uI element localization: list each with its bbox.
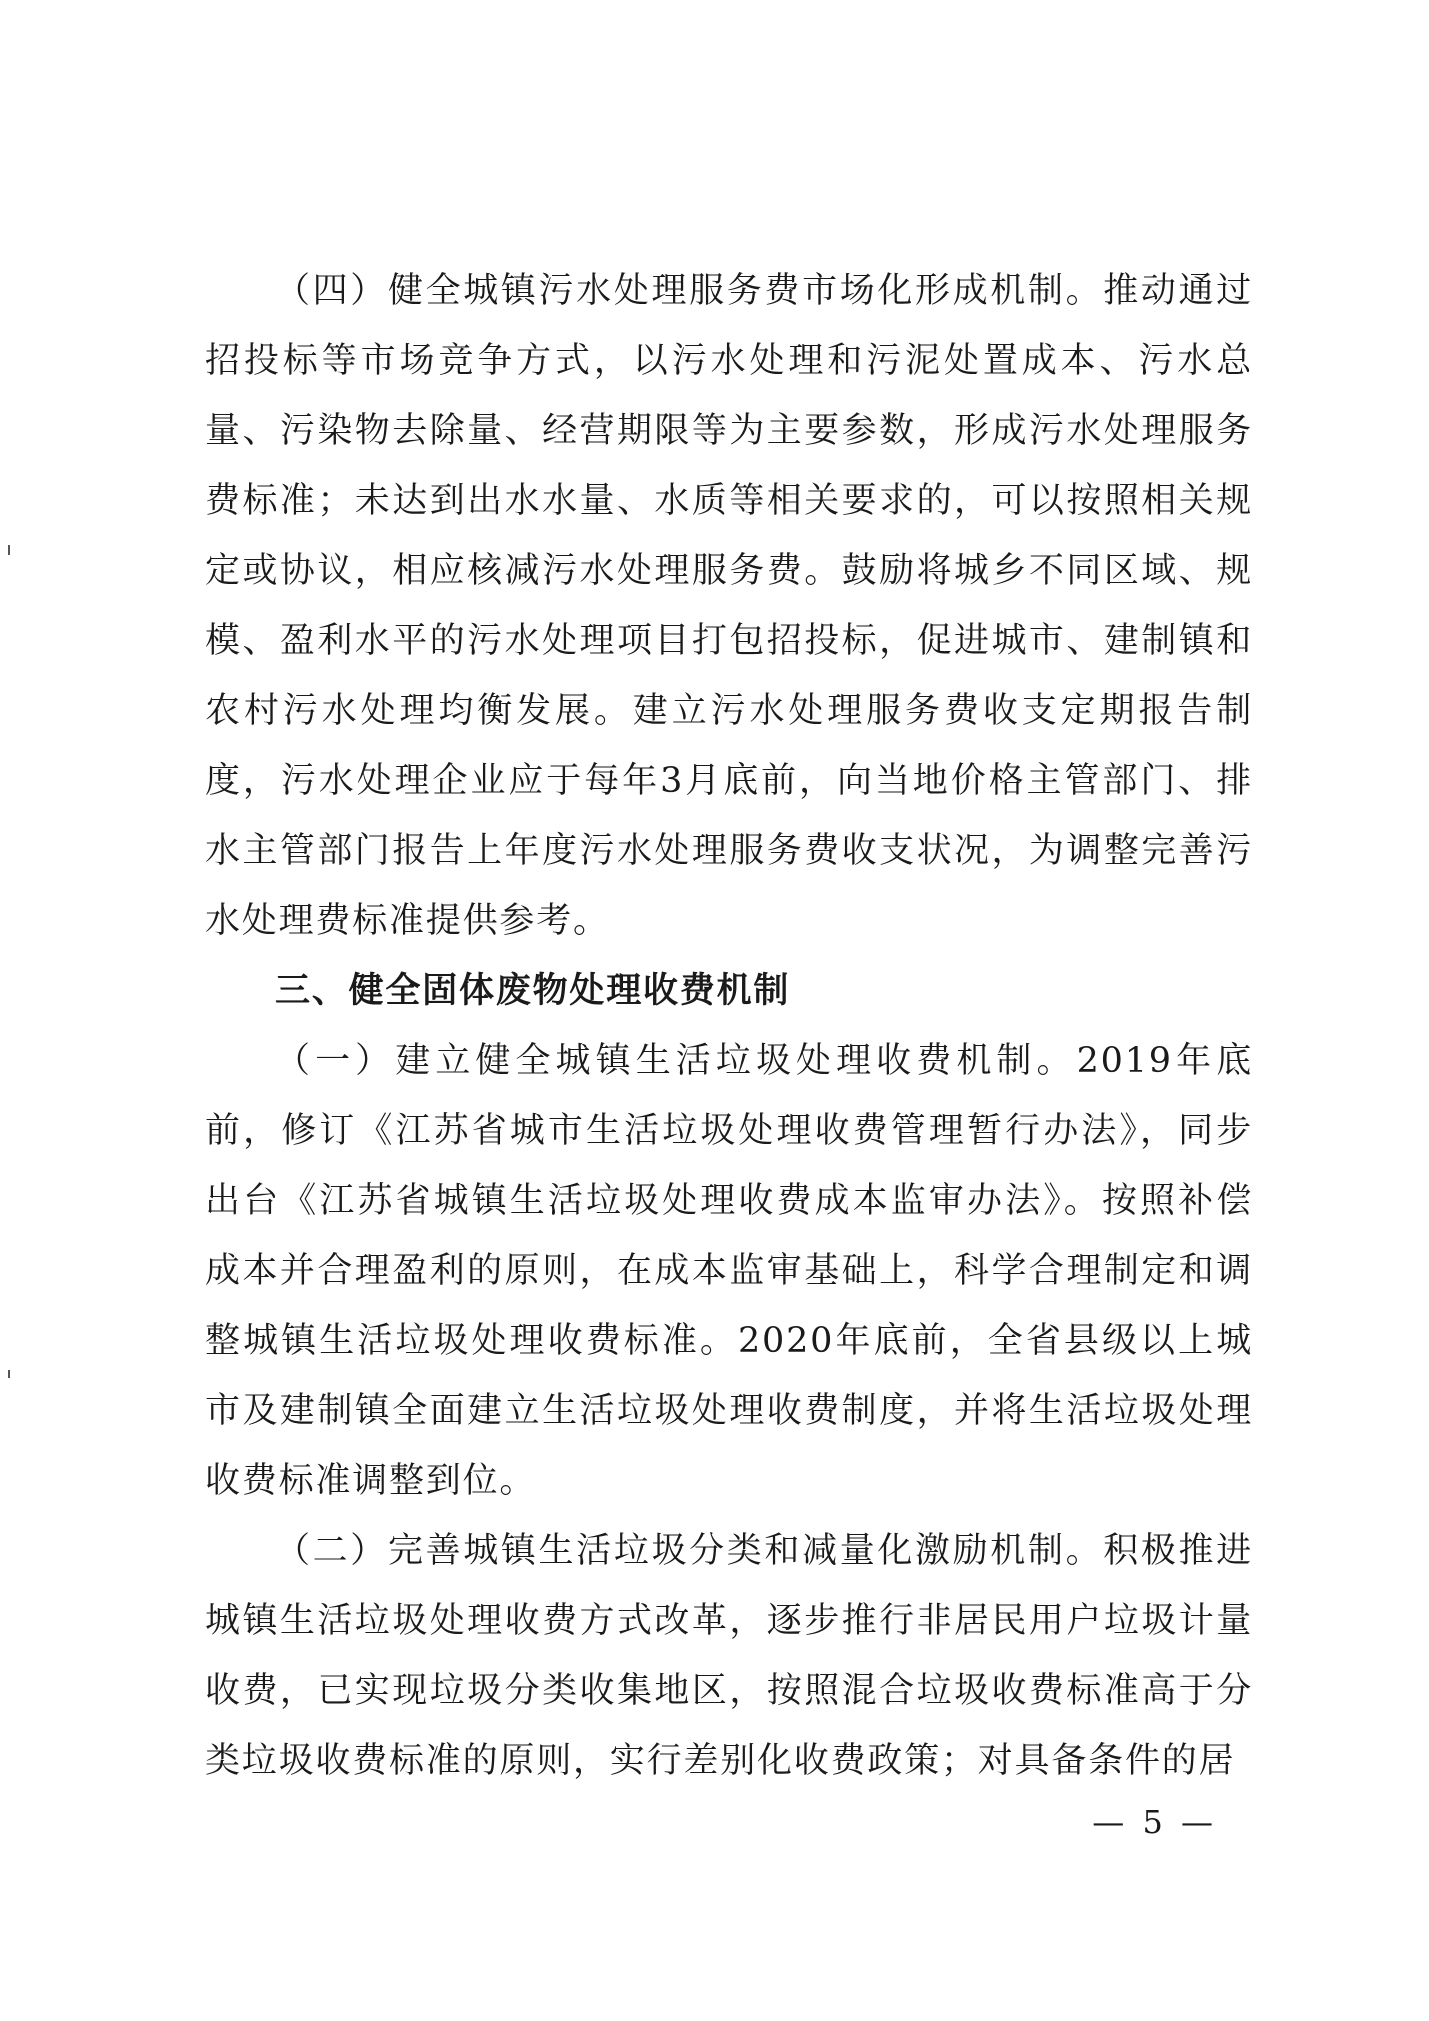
paragraph-sewage-fee-mechanism: （四）健全城镇污水处理服务费市场化形成机制。推动通过招投标等市场竞争方式，以污水处理和污泥处置成本、污水总量、污染物去除量、经营期限等为主要参数，形成污水处理服务费标准；未达到出水水量、水质等相关要求的，可以按照相关规定或协议，相应核减污水处理服务费。鼓励将城乡不同区域、规模、盈利水平的污水处理项目打包招投标，促进城市、建制镇和农村污水处理均衡发展。建立污水处理服务费收支定期报告制度，污水处理企业应于每年3月底前，向当地价格主管部门、排水主管部门报告上年度污水处理服务费收支状况，为调整完善污水处理费标准提供参考。 <box>205 271 1253 941</box>
page-number: — 5 — <box>1092 1803 1217 1841</box>
paragraph-garbage-fee-mechanism: （一）建立健全城镇生活垃圾处理收费机制。2019年底前，修订《江苏省城市生活垃圾处理收费管理暂行办法》，同步出台《江苏省城镇生活垃圾处理收费成本监审办法》。按照补偿成本并合理盈利的原则，在成本监审基础上，科学合理制定和调整城镇生活垃圾处理收费标准。2020年底前，全省县级以上城市及建制镇全面建立生活垃圾处理收费制度，并将生活垃圾处理收费标准调整到位。 <box>205 1041 1253 1501</box>
scan-mark-upper <box>8 545 10 555</box>
scan-mark-lower <box>8 1370 10 1378</box>
paragraph-garbage-classification: （二）完善城镇生活垃圾分类和减量化激励机制。积极推进城镇生活垃圾处理收费方式改革，逐步推行非居民用户垃圾计量收费，已实现垃圾分类收集地区，按照混合垃圾收费标准高于分类垃圾收费标准的原则，实行差别化收费政策；对具备条件的居 <box>205 1531 1253 1781</box>
document-body <box>205 256 1253 1796</box>
section-heading-solid-waste: 三、健全固体废物处理收费机制 <box>275 971 791 1011</box>
